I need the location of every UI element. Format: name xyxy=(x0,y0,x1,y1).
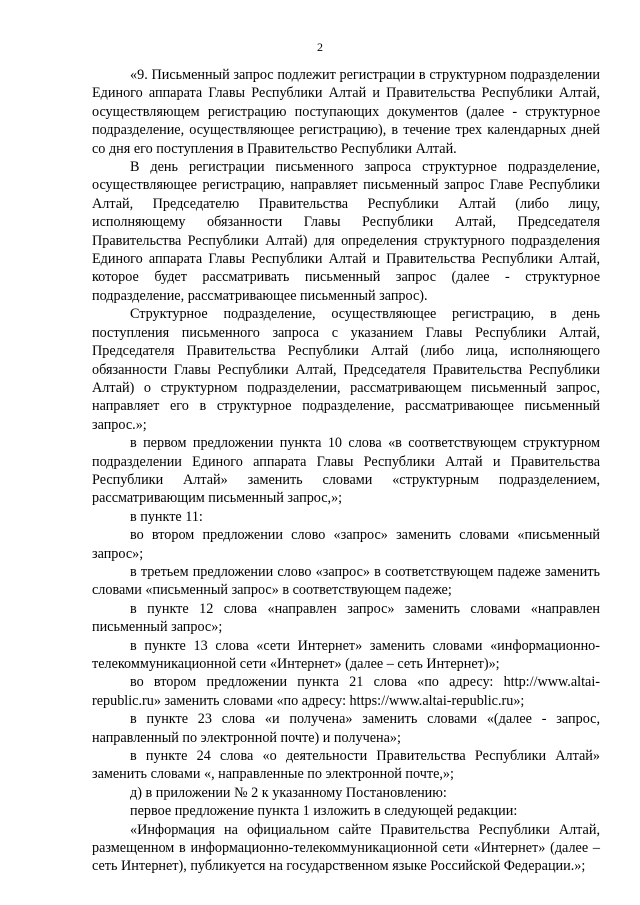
paragraph-item-21: во втором предложении пункта 21 слова «по адресу: http://www.altai-republic.ru» заменить словами «по адресу: https://www.altai-republic.ru»; xyxy=(92,674,600,709)
paragraph-item-11-second-sentence: во втором предложении слово «запрос» заменить словами «письменный запрос»; xyxy=(92,527,600,562)
paragraph-item-9: «9. Письменный запрос подлежит регистрации в структурном подразделении Единого аппарата Главы Республики Алтай и Правительства Республики Алтай, осуществляющем регистрацию поступающих документов (далее - структурное подразделение, осуществляющее регистрацию), в течение трех календарных дней со дня его поступления в Правительство Республики Алтай. xyxy=(92,67,600,157)
paragraph-registration-day: В день регистрации письменного запроса структурное подразделение, осуществляющее регистрацию, направляет письменный запрос Главе Республики Алтай, Председателю Правительства Республики Алтай (либо лицу, исполняющему обязанности Главы Республики Алтай, Председателя Правительства Республики Алтай) для определения структурного подразделения Единого аппарата Главы Республики Алтай и Правительства Республики Алтай, которое будет рассматривать письменный запрос (далее - структурное подразделение, рассматривающее письменный запрос). xyxy=(92,159,600,304)
paragraph-website-information: «Информация на официальном сайте Правительства Республики Алтай, размещенном в информационно-телекоммуникационной сети «Интернет» (далее – сеть Интернет), публикуется на государственном языке Российской Федерации.»; xyxy=(92,821,600,875)
paragraph-item-13: в пункте 13 слова «сети Интернет» заменить словами «информационно-телекоммуникационной сети «Интернет» (далее – сеть Интернет)»; xyxy=(92,637,600,672)
paragraph-appendix-2: д) в приложении № 2 к указанному Постановлению: xyxy=(130,784,447,801)
paragraph-item-23: в пункте 23 слова «и получена» заменить словами «(далее - запрос, направленный по электронной почте) и получена»; xyxy=(92,711,600,746)
paragraph-structural-unit: Структурное подразделение, осуществляющее регистрацию, в день поступления письменного запроса с указанием Главы Республики Алтай, Председателя Правительства Республики Алтай (либо лица, исполняющего обязанности Главы Республики Алтай, Председателя Правительства Республики Алтай) о структурном подразделении, рассматривающем письменный запрос, направляет его в структурное подразделение, рассматривающее письменный запрос.»; xyxy=(92,306,600,433)
paragraph-appendix-item-1: первое предложение пункта 1 изложить в следующей редакции: xyxy=(130,803,518,820)
page-number: 2 xyxy=(317,40,323,54)
paragraph-item-11-third-sentence: в третьем предложении слово «запрос» в соответствующем падеже заменить словами «письменный запрос» в соответствующем падеже; xyxy=(92,563,600,599)
paragraph-item-24: в пункте 24 слова «о деятельности Правительства Республики Алтай» заменить словами «, направленные по электронной почте,»; xyxy=(92,748,600,783)
paragraph-item-11: в пункте 11: xyxy=(130,508,203,525)
paragraph-item-10: в первом предложении пункта 10 слова «в соответствующем структурном подразделении Единого аппарата Главы Республики Алтай и Правительства Республики Алтай» заменить словами «структурным подразделением, рассматривающим письменный запрос,»; xyxy=(92,435,600,507)
document-body xyxy=(92,66,600,876)
paragraph-item-12: в пункте 12 слова «направлен запрос» заменить словами «направлен письменный запрос»; xyxy=(92,600,600,636)
